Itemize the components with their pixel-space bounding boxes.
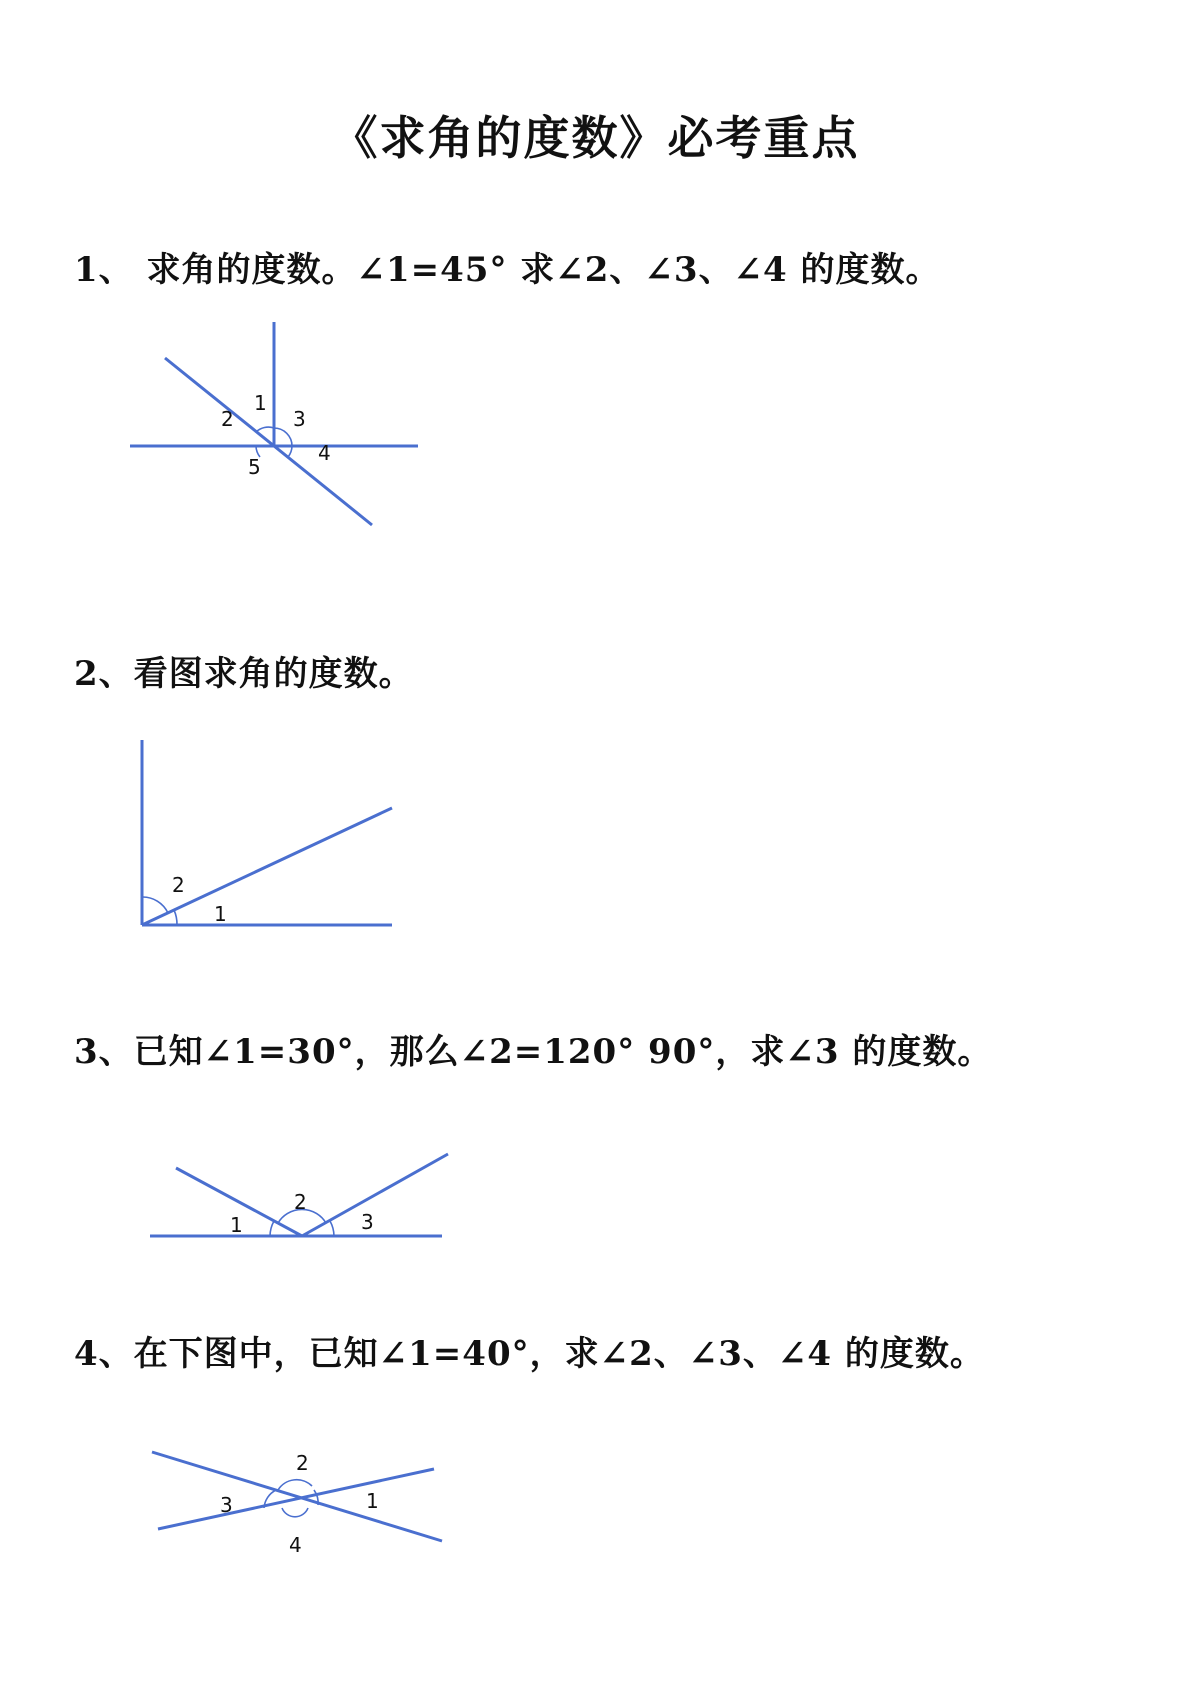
angle-label-3: 3	[293, 407, 306, 431]
angle-label-4: 4	[318, 441, 331, 465]
question-4-text: 4、在下图中，已知∠1=40°，求∠2、∠3、∠4 的度数。	[74, 1334, 985, 1374]
right-ray	[302, 1154, 448, 1236]
angle-1-arc	[270, 1221, 274, 1236]
angle-3-arc	[330, 1221, 334, 1236]
angle-2-arc	[142, 897, 168, 913]
question-1-text: 1、 求角的度数。∠1=45° 求∠2、∠3、∠4 的度数。	[74, 250, 941, 290]
question-1-diagram	[0, 310, 1191, 540]
question-4-diagram	[0, 1420, 1191, 1580]
angle-1-arc	[174, 910, 177, 925]
angle-2-arc	[278, 1480, 312, 1490]
angle-1-arc	[256, 427, 274, 432]
angle-label-3: 3	[361, 1210, 374, 1234]
angle-3-arc	[274, 428, 292, 446]
angle-label-2: 2	[294, 1190, 307, 1214]
angle-label-1: 1	[254, 391, 267, 415]
question-3-text: 3、已知∠1=30°，那么∠2=120° 90°，求∠3 的度数。	[74, 1032, 993, 1072]
angle-label-5: 5	[248, 455, 261, 479]
angle-label-2: 2	[221, 407, 234, 431]
line-b	[158, 1469, 434, 1529]
angle-label-3: 3	[220, 1493, 233, 1517]
question-2-text: 2、看图求角的度数。	[74, 654, 414, 694]
angle-4-arc	[288, 446, 292, 457]
angle-label-2: 2	[172, 873, 185, 897]
angle-label-1: 1	[366, 1489, 379, 1513]
diagonal-line	[165, 358, 372, 525]
angle-label-1: 1	[214, 902, 227, 926]
angle-label-1: 1	[230, 1213, 243, 1237]
page-title: 《求角的度数》必考重点	[331, 111, 860, 165]
angle-label-2: 2	[296, 1451, 309, 1475]
angle-4-arc	[282, 1508, 308, 1517]
question-2-diagram	[0, 730, 1191, 940]
question-3-diagram	[0, 1140, 1191, 1260]
angle-label-4: 4	[289, 1533, 302, 1557]
middle-ray	[142, 808, 392, 925]
